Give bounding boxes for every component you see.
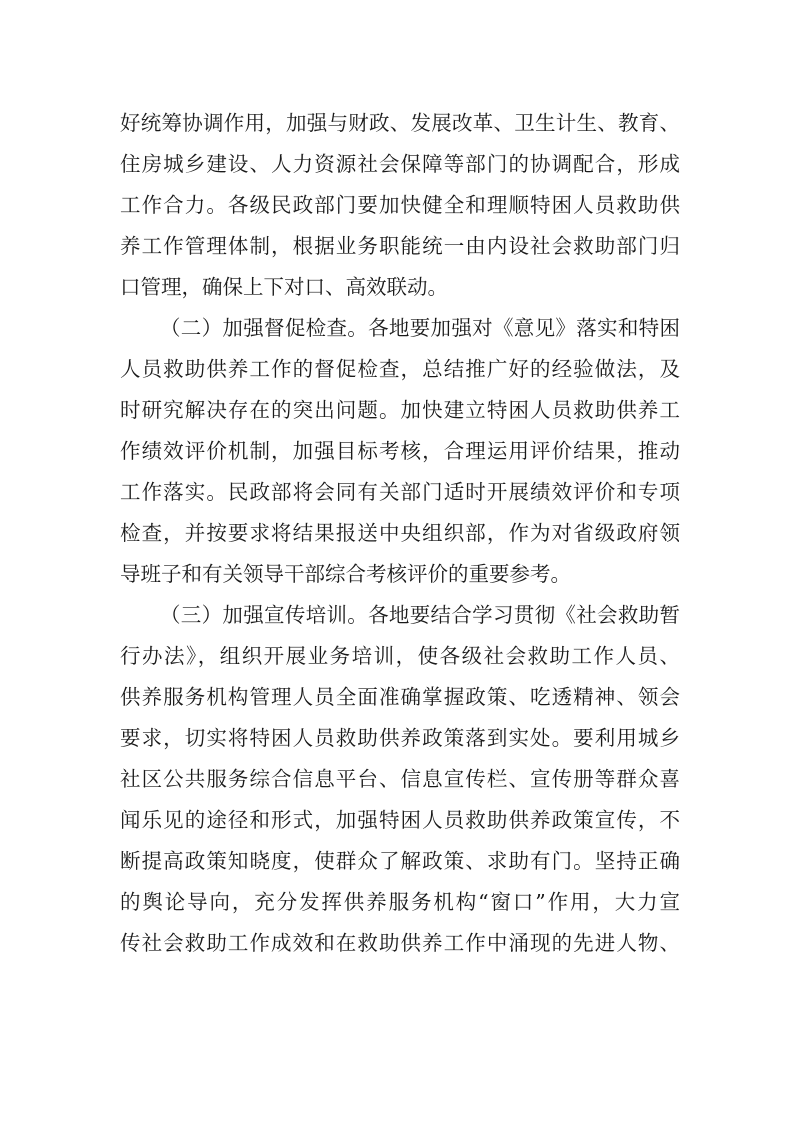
text-line: （二）加强督促检查。各地要加强对《意见》落实和特困	[160, 316, 680, 340]
paragraph-supervision	[120, 308, 680, 595]
text-line: 口管理，确保上下对口、高效联动。	[120, 275, 448, 299]
text-line: 供养服务机构管理人员全面准确掌握政策、吃透精神、领会	[120, 685, 680, 709]
text-line: 的舆论导向，充分发挥供养服务机构“窗口”作用，大力宣	[120, 890, 680, 914]
text-line: 时研究解决存在的突出问题。加快建立特困人员救助供养工	[120, 398, 680, 422]
text-line: 作绩效评价机制，加强目标考核，合理运用评价结果，推动	[120, 439, 680, 463]
text-line: 断提高政策知晓度，使群众了解政策、求助有门。坚持正确	[120, 849, 680, 873]
paragraph-publicity-training	[120, 595, 680, 964]
paragraph-coordination	[120, 103, 680, 308]
text-line: （三）加强宣传培训。各地要结合学习贯彻《社会救助暂	[160, 603, 680, 627]
text-line: 工作合力。各级民政部门要加快健全和理顺特困人员救助供	[120, 193, 680, 217]
text-line: 闻乐见的途径和形式，加强特困人员救助供养政策宣传，不	[120, 808, 680, 832]
text-line: 导班子和有关领导干部综合考核评价的重要参考。	[120, 562, 571, 586]
text-line: 要求，切实将特困人员救助供养政策落到实处。要利用城乡	[120, 726, 680, 750]
text-line: 社区公共服务综合信息平台、信息宣传栏、宣传册等群众喜	[120, 767, 680, 791]
text-line: 工作落实。民政部将会同有关部门适时开展绩效评价和专项	[120, 480, 680, 504]
text-line: 传社会救助工作成效和在救助供养工作中涌现的先进人物、	[120, 931, 680, 955]
document-page	[120, 103, 680, 964]
text-line: 人员救助供养工作的督促检查，总结推广好的经验做法，及	[120, 357, 680, 381]
text-line: 住房城乡建设、人力资源社会保障等部门的协调配合，形成	[120, 152, 680, 176]
text-line: 检查，并按要求将结果报送中央组织部，作为对省级政府领	[120, 521, 680, 545]
text-line: 好统筹协调作用，加强与财政、发展改革、卫生计生、教育、	[120, 111, 680, 135]
text-line: 行办法》，组织开展业务培训，使各级社会救助工作人员、	[120, 644, 680, 668]
text-line: 养工作管理体制，根据业务职能统一由内设社会救助部门归	[120, 234, 680, 258]
